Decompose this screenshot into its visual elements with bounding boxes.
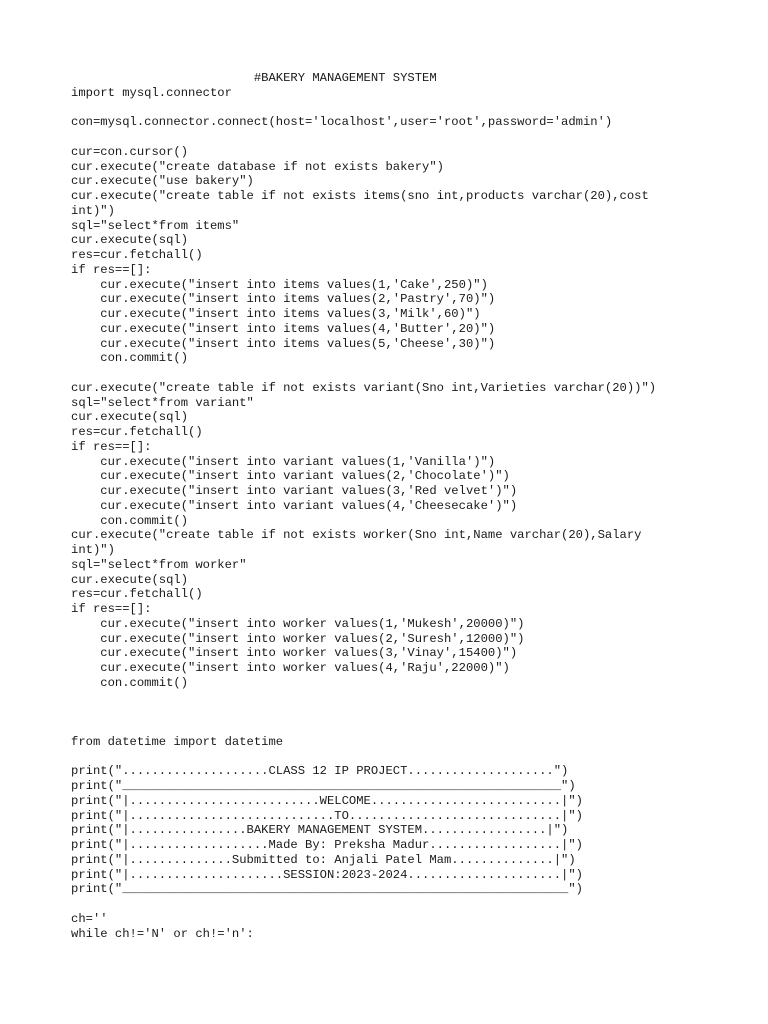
code-line: cur.execute("insert into worker values(4,'Raju',22000)") (71, 661, 510, 675)
code-line (71, 897, 656, 912)
code-line (71, 705, 656, 720)
code-line (71, 101, 656, 116)
code-line: cur.execute("create table if not exists variant(Sno int,Varieties varchar(20))") (71, 380, 657, 395)
code-line: cur.execute("insert into items values(3,'Milk',60)") (71, 307, 481, 321)
code-line: cur.execute("insert into items values(1,'Cake',250)") (71, 277, 488, 292)
code-line: print("|............................TO.............................|") (71, 808, 583, 823)
code-line: print("_____________________________________________________________") (71, 882, 583, 897)
code-line: res=cur.fetchall() (71, 248, 203, 262)
code-line: con.commit() (71, 513, 189, 528)
code-line: print("|...................Made By: Preksha Madur..................|") (71, 838, 583, 852)
code-line (71, 720, 656, 735)
code-line: cur=con.cursor() (71, 144, 189, 159)
code-line: cur.execute("insert into items values(5,'Cheese',30)") (71, 336, 496, 351)
code-line: cur.execute(sql) (71, 572, 189, 587)
code-line: int)") (71, 203, 115, 218)
code-line: #BAKERY MANAGEMENT SYSTEM (71, 71, 437, 85)
code-line (71, 691, 656, 706)
code-line (71, 750, 656, 765)
code-line: cur.execute(sql) (71, 233, 189, 248)
code-line: con=mysql.connector.connect(host='localhost',user='root',password='admin') (71, 115, 613, 130)
code-line: if res==[]: (71, 439, 152, 454)
code-line: cur.execute("insert into worker values(1,'Mukesh',20000)") (71, 616, 525, 631)
code-line: print("|.....................SESSION:2023-2024.....................|") (71, 867, 583, 882)
code-line: print("|..............Submitted to: Anjali Patel Mam..............|") (71, 852, 576, 867)
code-line: cur.execute("use bakery") (71, 174, 254, 189)
code-line: int)") (71, 543, 115, 557)
code-line: ch='' (71, 911, 108, 926)
code-line: import mysql.connector (71, 85, 232, 100)
code-line: con.commit() (71, 351, 189, 366)
code-line: cur.execute("insert into variant values(3,'Red velvet')") (71, 484, 518, 498)
code-line: while ch!='N' or ch!='n': (71, 926, 254, 941)
code-line: cur.execute("insert into variant values(2,'Chocolate')") (71, 469, 510, 484)
code-line: sql="select*from worker" (71, 557, 247, 572)
code-line: cur.execute("insert into variant values(4,'Cheesecake')") (71, 498, 518, 513)
code-line: con.commit() (71, 675, 189, 690)
code-line: sql="select*from items" (71, 218, 240, 233)
code-line: res=cur.fetchall() (71, 425, 203, 439)
code-line: cur.execute("insert into worker values(2,'Suresh',12000)") (71, 631, 525, 646)
code-line: if res==[]: (71, 262, 152, 277)
code-line: print("____________________________________________________________") (71, 779, 576, 793)
code-line: print("....................CLASS 12 IP PROJECT....................") (71, 764, 569, 779)
code-line: cur.execute(sql) (71, 410, 189, 425)
code-line: print("|................BAKERY MANAGEMENT SYSTEM.................|") (71, 823, 569, 838)
code-line: sql="select*from variant" (71, 395, 254, 410)
code-line: print("|..........................WELCOME..........................|") (71, 793, 583, 808)
code-line (71, 130, 656, 145)
code-line: cur.execute("create database if not exists bakery") (71, 159, 444, 174)
code-line: cur.execute("insert into items values(4,'Butter',20)") (71, 321, 496, 336)
code-line: from datetime import datetime (71, 734, 284, 749)
code-line: cur.execute("create table if not exists worker(Sno int,Name varchar(20),Salary (71, 528, 642, 543)
code-listing (71, 71, 656, 941)
code-line: cur.execute("insert into items values(2,'Pastry',70)") (71, 292, 496, 307)
code-line: cur.execute("insert into variant values(1,'Vanilla')") (71, 454, 496, 469)
code-line (71, 366, 656, 381)
code-line: res=cur.fetchall() (71, 587, 203, 602)
code-line: if res==[]: (71, 602, 152, 616)
code-line: cur.execute("insert into worker values(3,'Vinay',15400)") (71, 646, 518, 661)
code-line: cur.execute("create table if not exists items(sno int,products varchar(20),cost (71, 189, 649, 203)
